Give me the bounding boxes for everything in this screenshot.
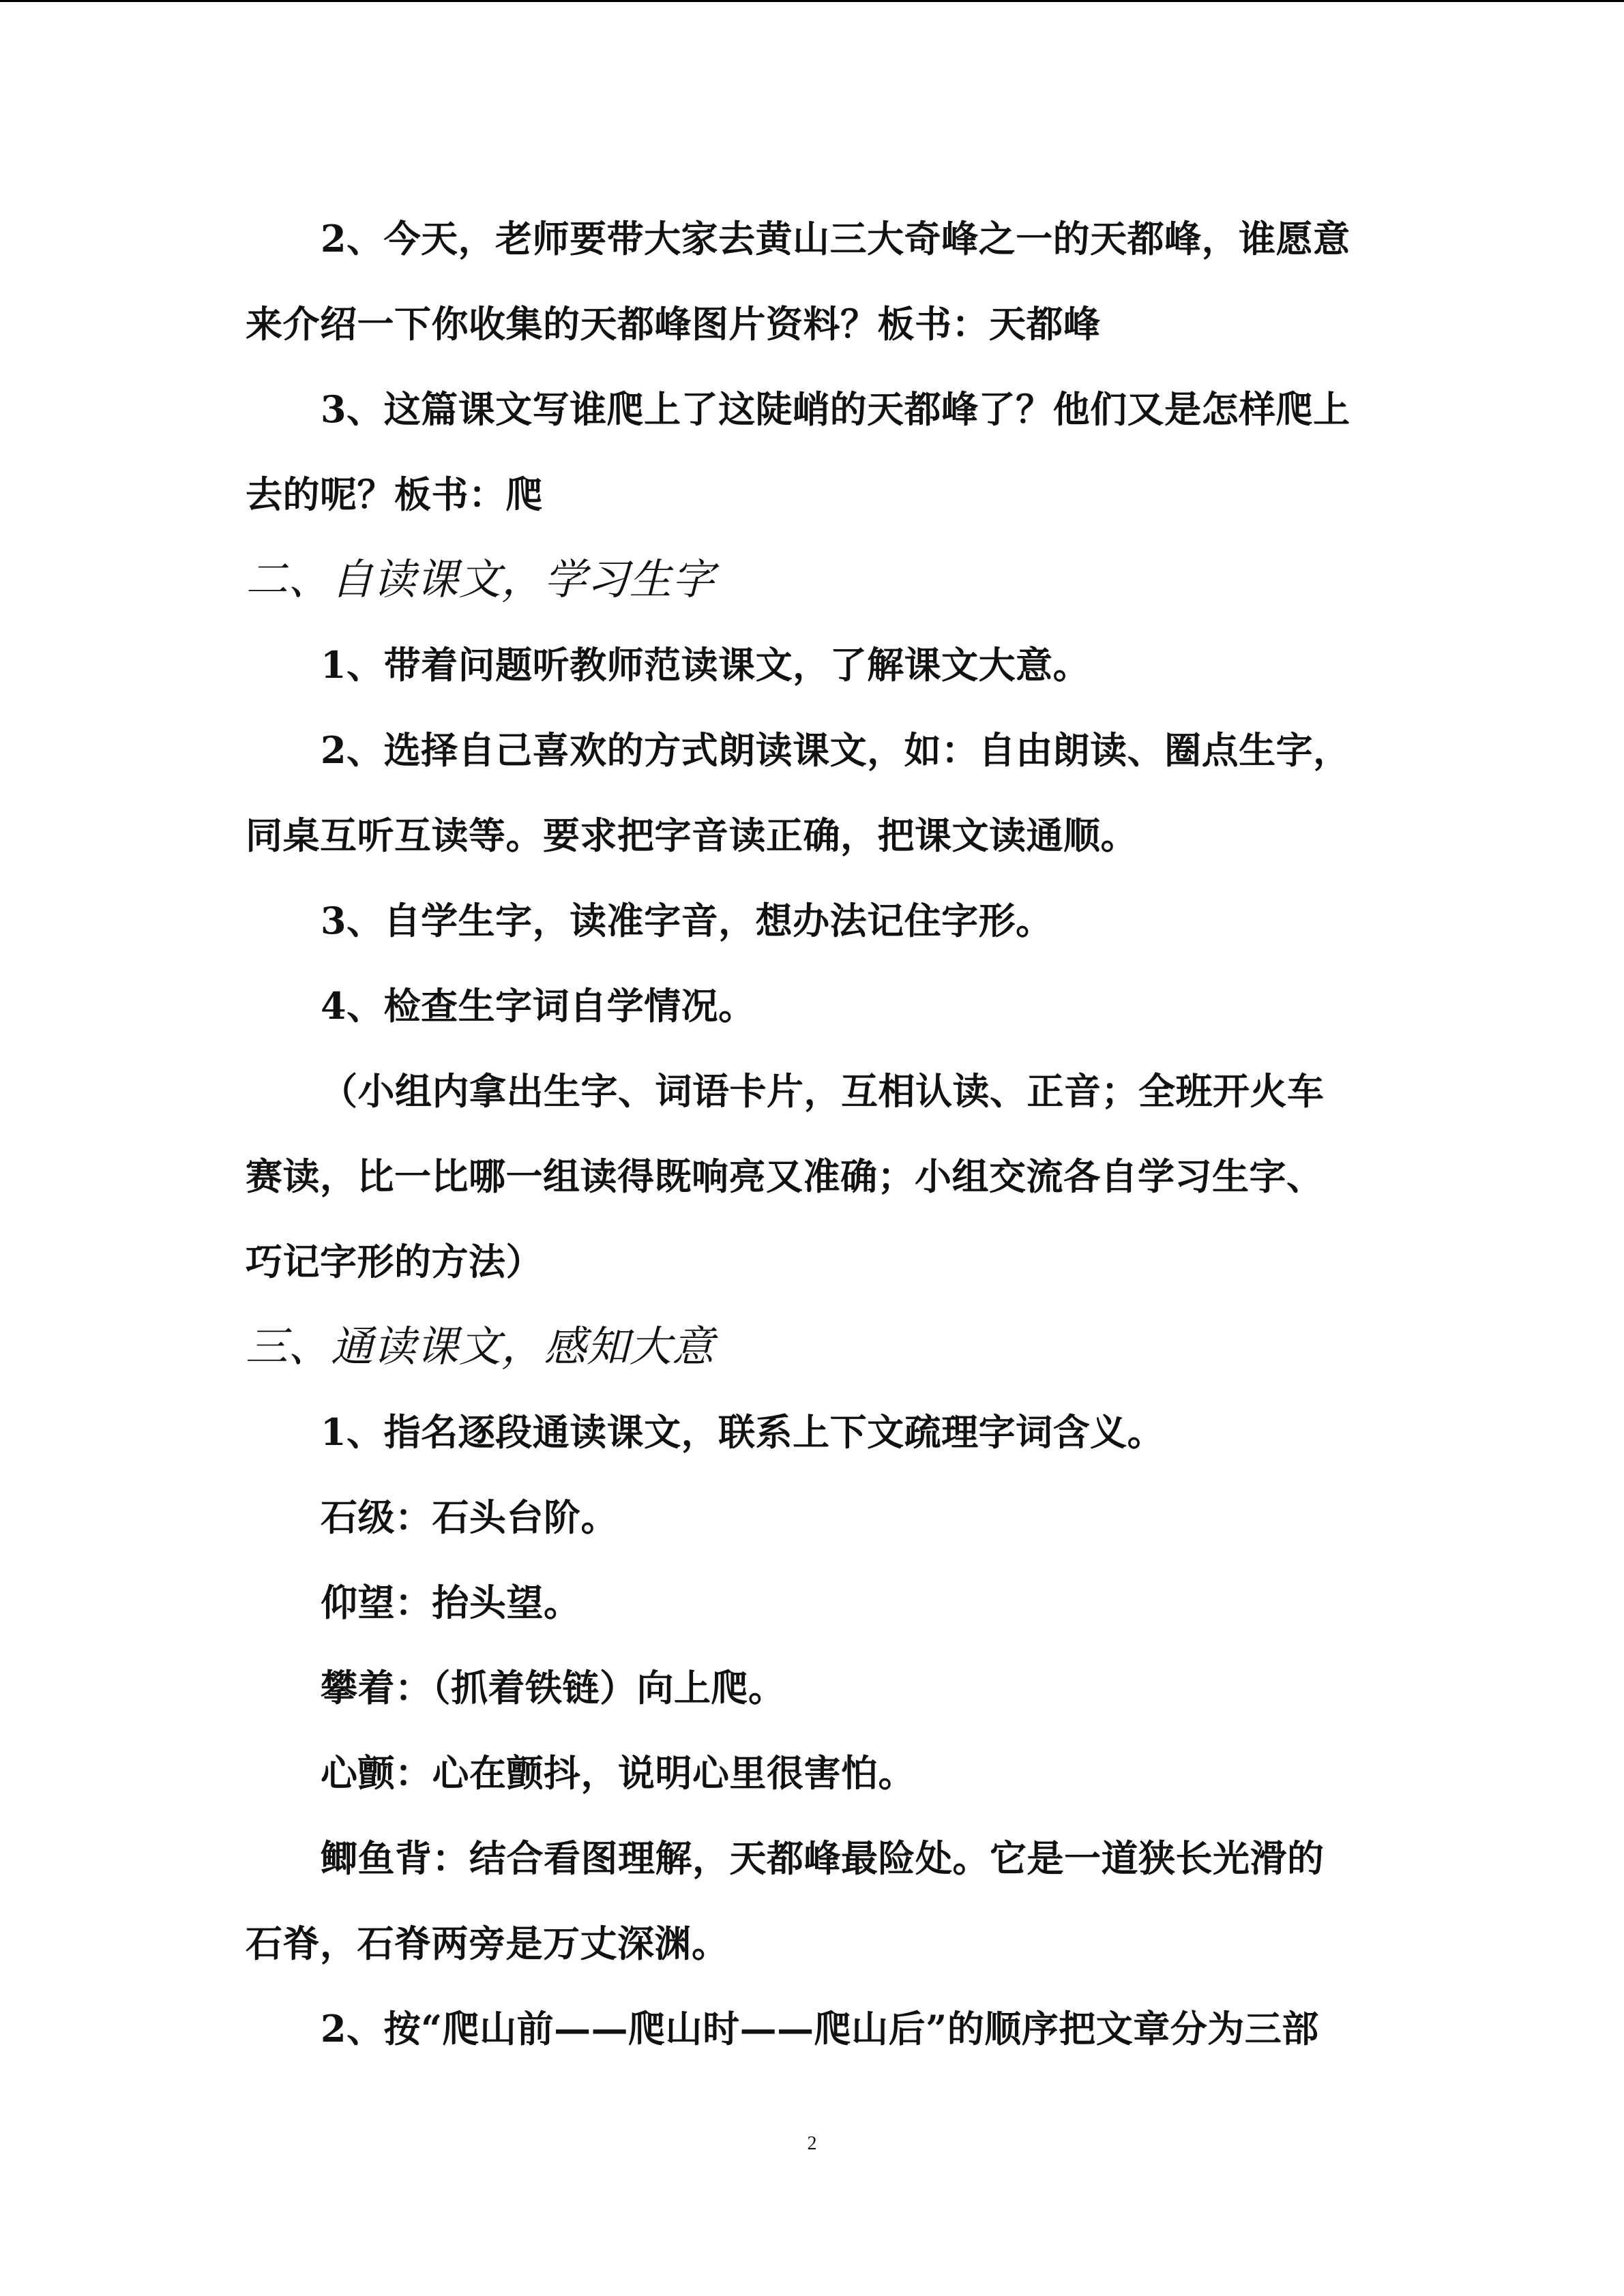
paragraph-line: 3、自学生字，读准字音，想办法记住字形。 xyxy=(321,899,1053,942)
definition-line: 攀着：（抓着铁链）向上爬。 xyxy=(321,1666,786,1710)
definition-line: 石级：石头台阶。 xyxy=(321,1495,618,1539)
definition-line: 心颤：心在颤抖，说明心里很害怕。 xyxy=(321,1751,915,1795)
paragraph-line: （小组内拿出生字、词语卡片，互相认读、正音；全班开火车 xyxy=(321,1069,1325,1113)
definition-line: 鲫鱼背：结合看图理解，天都峰最险处。它是一道狭长光滑的 xyxy=(321,1836,1325,1880)
paragraph-line: 同桌互听互读等。要求把字音读正确，把课文读通顺。 xyxy=(246,814,1138,857)
paragraph-line: 1、指名逐段通读课文，联系上下文疏理字词含义。 xyxy=(321,1410,1165,1454)
paragraph-line: 去的呢？板书：爬 xyxy=(246,473,543,516)
paragraph-line: 赛读，比一比哪一组读得既响亮又准确；小组交流各自学习生字、 xyxy=(246,1154,1324,1198)
paragraph-line: 巧记字形的方法） xyxy=(246,1240,543,1283)
paragraph-line: 来介绍一下你收集的天都峰图片资料？板书：天都峰 xyxy=(246,302,1101,346)
paragraph-line: 2、选择自己喜欢的方式朗读课文，如：自由朗读、圈点生字， xyxy=(321,728,1350,772)
section-heading-3: 三、通读课文，感知大意 xyxy=(246,1322,715,1371)
definition-line: 仰望：抬头望。 xyxy=(321,1581,581,1624)
page-number: 2 xyxy=(807,2133,817,2154)
page-top-border xyxy=(0,0,1624,2)
paragraph-line: 2、今天，老师要带大家去黄山三大奇峰之一的天都峰，谁愿意 xyxy=(321,217,1350,260)
paragraph-line: 4、检查生字词自学情况。 xyxy=(321,984,756,1028)
paragraph-line: 3、这篇课文写谁爬上了这陡峭的天都峰了？他们又是怎样爬上 xyxy=(321,387,1350,431)
paragraph-line: 2、按“爬山前——爬山时——爬山后”的顺序把文章分为三部 xyxy=(321,2007,1319,2051)
paragraph-line: 1、带着问题听教师范读课文，了解课文大意。 xyxy=(321,643,1091,687)
paragraph-line: 石脊，石脊两旁是万丈深渊。 xyxy=(246,1922,729,1965)
section-heading-2: 二、自读课文，学习生字 xyxy=(246,554,715,604)
